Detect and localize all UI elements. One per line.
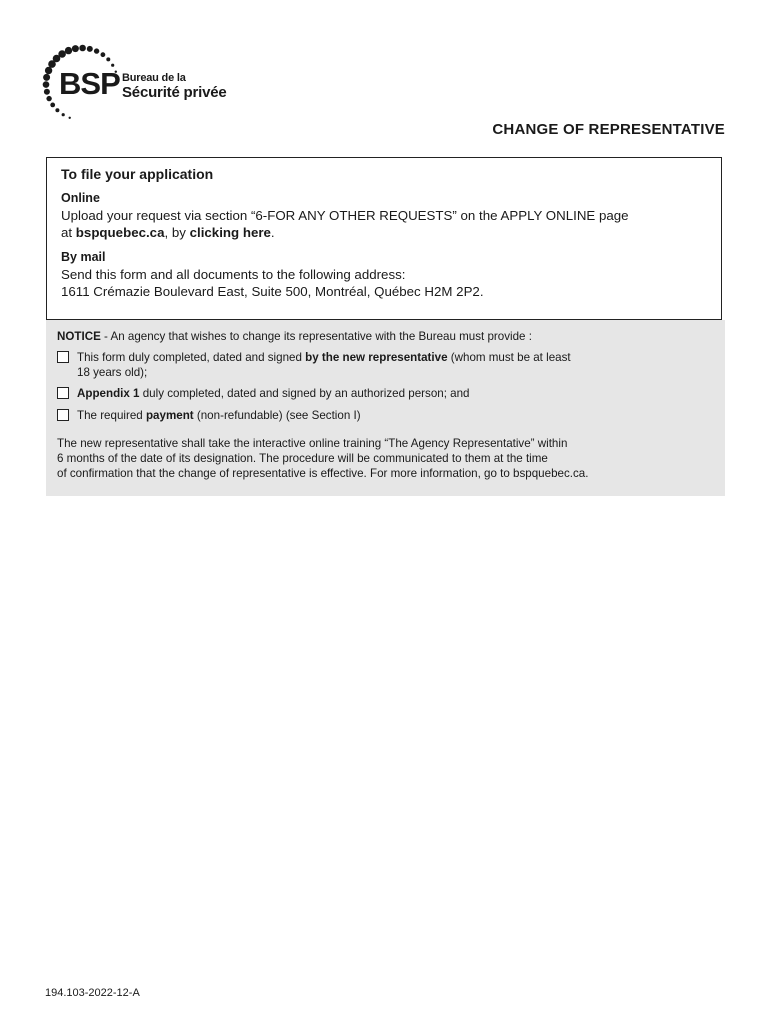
training-paragraph: The new representative shall take the interactive online training “The Agency Representative” within 6 months of the date of its designation. The procedure will be communicated to them at the time of confirmation that the change of representative is effective. For more information, go to bspquebec.ca.	[57, 437, 589, 480]
online-by-text: , by	[164, 225, 190, 240]
logo-line-1: Bureau de la	[122, 72, 186, 84]
form-title: CHANGE OF REPRESENTATIVE	[492, 121, 725, 138]
online-label: Online	[61, 191, 100, 205]
mail-address: 1611 Crémazie Boulevard East, Suite 500, Montréal, Québec H2M 2P2.	[61, 284, 484, 299]
mail-label: By mail	[61, 250, 106, 264]
online-end-text: .	[270, 225, 275, 240]
online-text: Upload your request via section “6-FOR ANY OTHER REQUESTS” on the APPLY ONLINE page	[61, 208, 629, 223]
checkbox-form-completed[interactable]	[57, 351, 69, 363]
checklist-item-label: Appendix 1 duly completed, dated and signed by an authorized person; and	[77, 387, 470, 400]
form-code: 194.103-2022-12-A	[45, 987, 140, 999]
mail-text: Send this form and all documents to the following address:	[61, 267, 406, 282]
checklist-item-label: The required payment (non-refundable) (see Section I)	[77, 409, 361, 422]
notice-intro	[57, 329, 714, 344]
clicking-here-link[interactable]: clicking here	[189, 225, 271, 240]
website-link[interactable]: bspquebec.ca	[75, 225, 165, 240]
filing-instructions-box	[46, 157, 722, 320]
online-at-text: at	[61, 225, 76, 240]
checklist-item-payment	[57, 408, 714, 423]
checklist-item-label: This form duly completed, dated and signed by the new representative (whom must be at least 18 years old);	[77, 351, 571, 379]
filing-heading: To file your application	[61, 166, 214, 182]
logo-abbr: BSP	[59, 66, 120, 101]
checkbox-payment[interactable]	[57, 409, 69, 421]
notice-label: NOTICE	[57, 330, 101, 343]
bsp-logo	[40, 44, 240, 124]
checkbox-appendix-1[interactable]	[57, 387, 69, 399]
notice-intro-text: - An agency that wishes to change its representative with the Bureau must provide :	[100, 330, 532, 343]
online-text-line-2	[61, 224, 707, 241]
checklist-item-form	[57, 350, 714, 380]
logo-line-2: Sécurité privée	[122, 84, 227, 101]
checklist-item-appendix	[57, 386, 714, 401]
notice-section	[46, 320, 725, 496]
